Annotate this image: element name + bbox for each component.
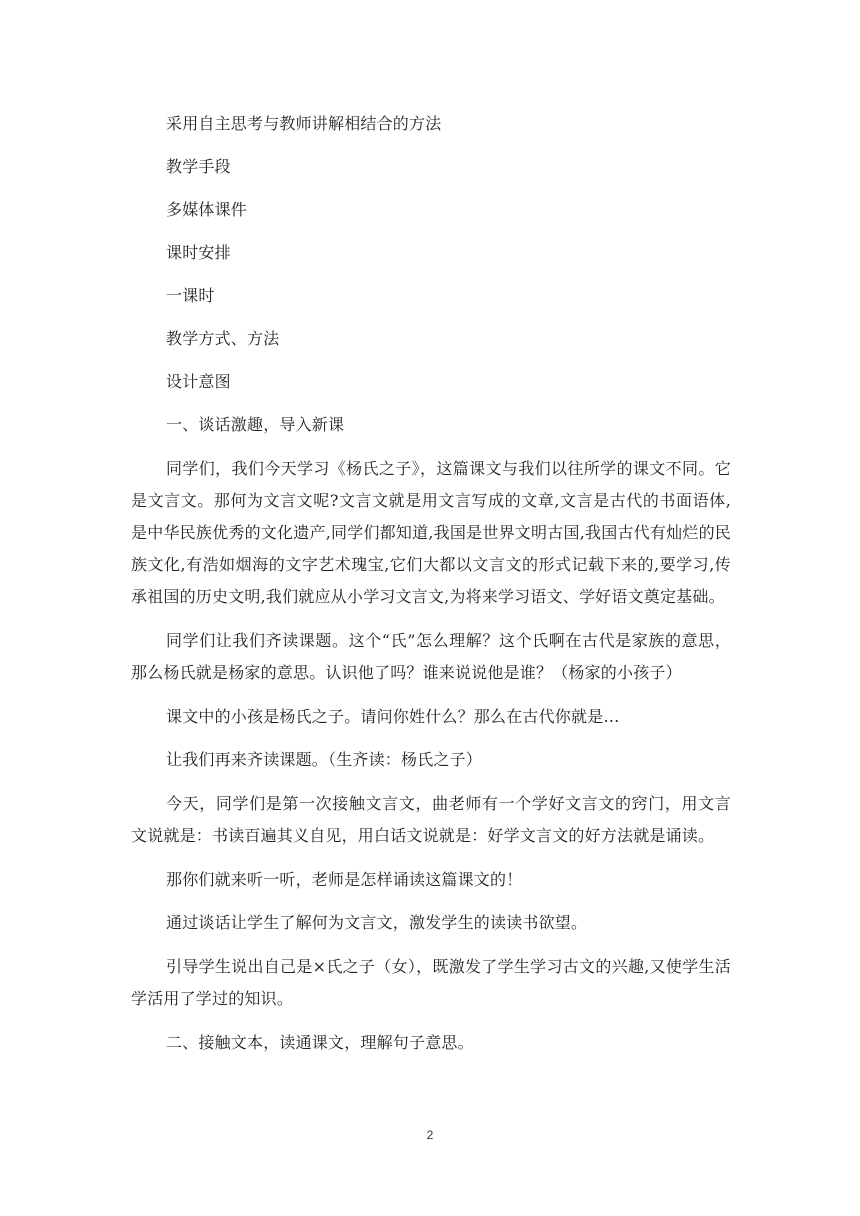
paragraph-surname: 课文中的小孩是杨氏之子。请问你姓什么？那么在古代你就是… <box>166 707 620 726</box>
paragraph-listen: 那你们就来听一听，老师是怎样诵读这篇课文的！ <box>166 870 523 889</box>
paragraph-read-title: 让我们再来齐读课题。（生齐读：杨氏之子） <box>166 750 483 769</box>
heading-schedule: 课时安排 <box>166 243 231 262</box>
paragraph-intent-2: 引导学生说出自己是×氏之子（女），既激发了学生学习古文的兴趣,又使学生活学活用了学过的知识。 <box>131 957 731 1008</box>
heading-teaching-methods: 教学方式、方法 <box>166 329 280 348</box>
document-body <box>131 108 731 1059</box>
page-number: 2 <box>426 1128 434 1142</box>
paragraph-multimedia: 多媒体课件 <box>166 200 248 219</box>
heading-design-intent: 设计意图 <box>166 372 231 391</box>
paragraph-title-meaning: 同学们让我们齐读课题。这个“氏”怎么理解？这个氏啊在古代是家族的意思，那么杨氏就是杨家的意思。认识他了吗？谁来说说他是谁？（杨家的小孩子） <box>131 631 731 682</box>
paragraph-intent-1: 通过谈话让学生了解何为文言文，激发学生的读读书欲望。 <box>166 913 588 932</box>
paragraph-one-lesson: 一课时 <box>166 286 215 305</box>
section-heading-1: 一、谈话激趣，导入新课 <box>166 415 345 434</box>
paragraph-method: 采用自主思考与教师讲解相结合的方法 <box>166 114 442 133</box>
paragraph-tip: 今天，同学们是第一次接触文言文，曲老师有一个学好文言文的窍门，用文言文说就是：书读百遍其义自见，用白话文说就是：好学文言文的好方法就是诵读。 <box>131 794 731 845</box>
section-heading-2: 二、接触文本，读通课文，理解句子意思。 <box>166 1033 474 1052</box>
heading-teaching-means: 教学手段 <box>166 157 231 176</box>
paragraph-intro: 同学们，我们今天学习《杨氏之子》，这篇课文与我们以往所学的课文不同。它是文言文。那何为文言文呢?文言文就是用文言写成的文章,文言是古代的书面语体,是中华民族优秀的文化遗产,同学们都知道,我国是世界文明古国,我国古代有灿烂的民族文化,有浩如烟海的文字艺术瑰宝,它们大都以文言文的形式记载下来的,要学习,传承祖国的历史文明,我们就应从小学习文言文,为将来学习语文、学好语文奠定基础。 <box>131 459 731 606</box>
